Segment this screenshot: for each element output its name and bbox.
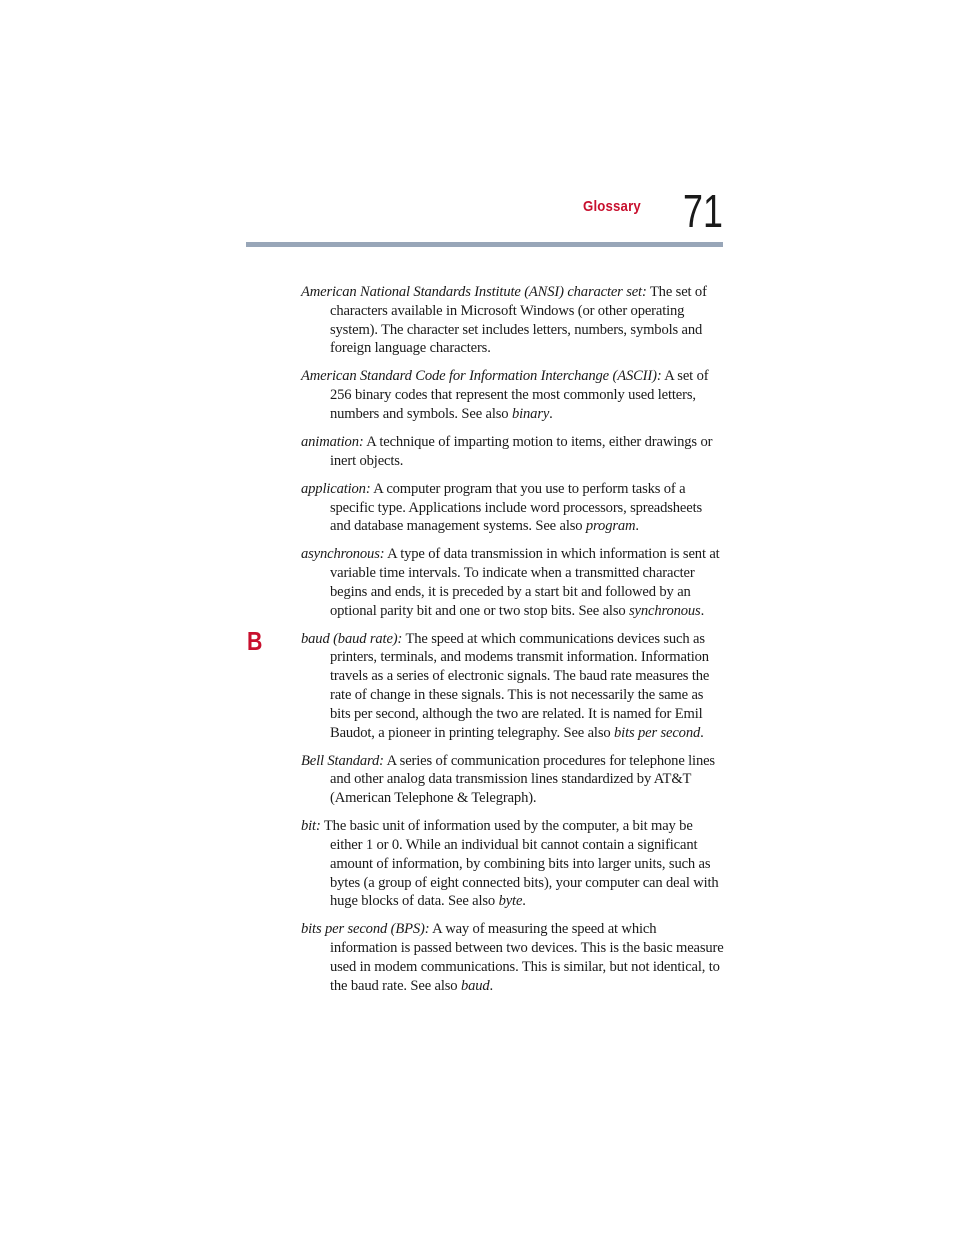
glossary-entry-application — [301, 480, 725, 536]
entry-term: baud (baud rate): — [301, 630, 403, 647]
entry-definition: A series of communication procedures for telephone lines and other analog data transmission lines standardized by AT&T (American Telephone & Telegraph). — [330, 752, 715, 807]
letter-marker-b: B — [247, 626, 263, 656]
entry-see-also: byte — [498, 893, 523, 910]
glossary-entry-bell-standard — [301, 752, 725, 808]
glossary-entry-baud — [301, 630, 725, 743]
entry-tail: . — [700, 724, 704, 741]
glossary-entries — [301, 283, 725, 1005]
page-number: 71 — [683, 185, 723, 237]
entry-tail: . — [489, 977, 494, 994]
glossary-entry-animation — [301, 433, 725, 471]
entry-term: Bell Standard: — [301, 752, 384, 769]
entry-definition: A way of measuring the speed at which information is passed between two devices. This is the basic measure used in modem communications. This is similar, but not identical, to the baud rate. See also — [330, 921, 724, 994]
entry-see-also: binary — [511, 405, 550, 422]
section-label: Glossary — [583, 198, 641, 215]
glossary-entry-bit — [301, 817, 725, 911]
entry-term: bits per second (BPS): — [301, 921, 430, 938]
entry-see-also: program — [585, 518, 636, 535]
entry-term: American Standard Code for Information Interchange (ASCII): — [301, 368, 662, 385]
header-rule — [246, 242, 723, 247]
entry-tail: . — [522, 893, 526, 910]
entry-see-also: synchronous — [629, 602, 701, 619]
entry-see-also: bits per second — [614, 724, 701, 741]
entry-term: application: — [301, 480, 371, 497]
entry-definition: A technique of imparting motion to items, either drawings or inert objects. — [330, 433, 713, 469]
entry-tail: . — [549, 405, 553, 422]
entry-definition: The set of characters available in Microsoft Windows (or other operating system). The character set includes letters, numbers, symbols and foreign language characters. — [330, 284, 707, 357]
entry-definition: The speed at which communications devices such as printers, terminals, and modems transmit information. Information travels as a series of electronic signals. The baud rate measures the rate of change in these signals. This is not necessarily the same as bits per second, although the two are related. It is named for Emil Baudot, a pioneer in printing telegraphy. See also — [330, 630, 710, 741]
entry-definition: A set of 256 binary codes that represent the most commonly used letters, numbers and symbols. See also — [330, 368, 709, 422]
glossary-entry-ascii — [301, 367, 725, 423]
entry-definition: The basic unit of information used by the computer, a bit may be either 1 or 0. While an individual bit cannot contain a significant amount of information, by combining bits into larger units, such as bytes (a group of eight connected bits), your computer can deal with huge blocks of data. See also — [320, 818, 719, 910]
entry-tail: . — [700, 602, 705, 619]
glossary-entry-ansi — [301, 283, 725, 358]
glossary-entry-asynchronous — [301, 545, 725, 620]
entry-term: bit: — [301, 818, 321, 835]
entry-see-also: baud — [460, 977, 490, 994]
entry-definition: A type of data transmission in which information is sent at variable time intervals. To indicate when a transmitted character begins and ends, it is preceded by a start bit and followed by an optional parity bit and one or two stop bits. See also — [330, 546, 720, 619]
entry-term: animation: — [301, 433, 364, 450]
entry-term: American National Standards Institute (ANSI) character set: — [301, 284, 647, 300]
entry-term: asynchronous: — [301, 546, 385, 563]
glossary-entry-bps — [301, 920, 725, 995]
entry-tail: . — [635, 518, 639, 535]
entry-definition: A computer program that you use to perform tasks of a specific type. Applications include word processors, spreadsheets and database management systems. See also — [330, 480, 703, 535]
